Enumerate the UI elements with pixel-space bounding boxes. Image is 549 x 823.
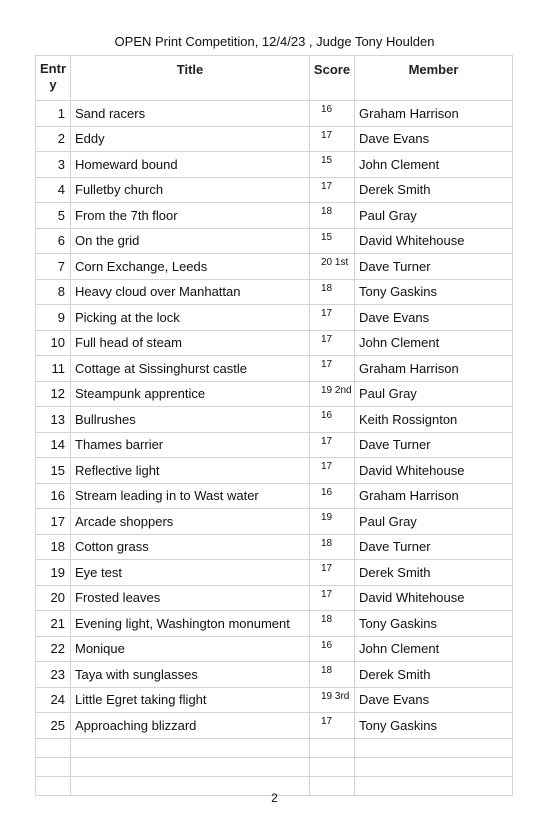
- score-cell: 17: [310, 560, 355, 586]
- entry-cell: 23: [36, 662, 71, 688]
- member-cell: John Clement: [355, 636, 513, 662]
- score-cell: 16: [310, 101, 355, 127]
- header-member: Member: [355, 56, 513, 101]
- title-cell: Monique: [71, 636, 310, 662]
- title-cell: From the 7th floor: [71, 203, 310, 229]
- empty-cell: [71, 757, 310, 776]
- table-row: [36, 330, 513, 356]
- score-cell: 18: [310, 279, 355, 305]
- table-row: [36, 177, 513, 203]
- entry-cell: 2: [36, 126, 71, 152]
- title-cell: Little Egret taking flight: [71, 687, 310, 713]
- member-cell: Dave Turner: [355, 534, 513, 560]
- score-cell: 18: [310, 203, 355, 229]
- empty-cell: [71, 738, 310, 757]
- member-cell: Dave Evans: [355, 126, 513, 152]
- score-cell: 18: [310, 611, 355, 637]
- member-cell: Keith Rossignton: [355, 407, 513, 433]
- member-cell: Paul Gray: [355, 381, 513, 407]
- title-cell: Arcade shoppers: [71, 509, 310, 535]
- table-row: [36, 228, 513, 254]
- member-cell: Dave Turner: [355, 254, 513, 280]
- member-cell: Tony Gaskins: [355, 713, 513, 739]
- member-cell: Graham Harrison: [355, 356, 513, 382]
- table-row: [36, 152, 513, 178]
- document-title: OPEN Print Competition, 12/4/23 , Judge Tony Houlden: [114, 34, 435, 49]
- header-score: Score: [310, 56, 355, 101]
- member-cell: Graham Harrison: [355, 101, 513, 127]
- title-cell: Steampunk apprentice: [71, 381, 310, 407]
- title-cell: Picking at the lock: [71, 305, 310, 331]
- empty-cell: [310, 757, 355, 776]
- table-row: [36, 126, 513, 152]
- entry-cell: 18: [36, 534, 71, 560]
- entry-cell: 11: [36, 356, 71, 382]
- table-row: [36, 687, 513, 713]
- score-cell: 16: [310, 636, 355, 662]
- title-cell: Bullrushes: [71, 407, 310, 433]
- score-cell: 16: [310, 483, 355, 509]
- entry-cell: 13: [36, 407, 71, 433]
- empty-cell: [36, 757, 71, 776]
- entry-cell: 22: [36, 636, 71, 662]
- title-cell: Fulletby church: [71, 177, 310, 203]
- entry-cell: 14: [36, 432, 71, 458]
- empty-cell: [310, 738, 355, 757]
- member-cell: Derek Smith: [355, 177, 513, 203]
- title-cell: On the grid: [71, 228, 310, 254]
- entry-cell: 25: [36, 713, 71, 739]
- table-row: [36, 254, 513, 280]
- score-cell: 18: [310, 662, 355, 688]
- member-cell: David Whitehouse: [355, 585, 513, 611]
- header-title: Title: [71, 56, 310, 101]
- entry-cell: 3: [36, 152, 71, 178]
- empty-cell: [36, 738, 71, 757]
- member-cell: Graham Harrison: [355, 483, 513, 509]
- entry-cell: 8: [36, 279, 71, 305]
- entry-cell: 10: [36, 330, 71, 356]
- table-row: [36, 407, 513, 433]
- title-cell: Eddy: [71, 126, 310, 152]
- score-cell: 17: [310, 432, 355, 458]
- table-row: [36, 611, 513, 637]
- score-cell: 18: [310, 534, 355, 560]
- table-row: [36, 585, 513, 611]
- table-row: [36, 483, 513, 509]
- entry-cell: 17: [36, 509, 71, 535]
- title-cell: Homeward bound: [71, 152, 310, 178]
- score-cell: 19 2nd: [310, 381, 355, 407]
- entry-cell: 15: [36, 458, 71, 484]
- entry-cell: 4: [36, 177, 71, 203]
- member-cell: Tony Gaskins: [355, 279, 513, 305]
- title-cell: Sand racers: [71, 101, 310, 127]
- score-cell: 19 3rd: [310, 687, 355, 713]
- title-cell: Cotton grass: [71, 534, 310, 560]
- table-row: [36, 203, 513, 229]
- table-row: [36, 305, 513, 331]
- member-cell: Paul Gray: [355, 509, 513, 535]
- table-row: [36, 356, 513, 382]
- score-cell: 17: [310, 356, 355, 382]
- title-cell: Thames barrier: [71, 432, 310, 458]
- entry-cell: 12: [36, 381, 71, 407]
- title-cell: Reflective light: [71, 458, 310, 484]
- member-cell: John Clement: [355, 330, 513, 356]
- member-cell: Tony Gaskins: [355, 611, 513, 637]
- score-cell: 19: [310, 509, 355, 535]
- member-cell: David Whitehouse: [355, 458, 513, 484]
- results-table: [35, 55, 513, 796]
- table-row: [36, 713, 513, 739]
- title-cell: Approaching blizzard: [71, 713, 310, 739]
- score-cell: 17: [310, 305, 355, 331]
- member-cell: Paul Gray: [355, 203, 513, 229]
- title-cell: Frosted leaves: [71, 585, 310, 611]
- table-row: [36, 662, 513, 688]
- member-cell: Dave Turner: [355, 432, 513, 458]
- title-cell: Cottage at Sissinghurst castle: [71, 356, 310, 382]
- score-cell: 20 1st: [310, 254, 355, 280]
- title-cell: Corn Exchange, Leeds: [71, 254, 310, 280]
- title-cell: Evening light, Washington monument: [71, 611, 310, 637]
- score-cell: 15: [310, 228, 355, 254]
- entry-cell: 19: [36, 560, 71, 586]
- entry-cell: 24: [36, 687, 71, 713]
- header-row: [36, 56, 513, 101]
- title-cell: Eye test: [71, 560, 310, 586]
- member-cell: Derek Smith: [355, 560, 513, 586]
- table-row: [36, 560, 513, 586]
- table-row: [36, 101, 513, 127]
- score-cell: 17: [310, 330, 355, 356]
- score-cell: 17: [310, 458, 355, 484]
- entry-cell: 5: [36, 203, 71, 229]
- entry-cell: 1: [36, 101, 71, 127]
- header-entry: Entry: [36, 56, 71, 101]
- title-cell: Full head of steam: [71, 330, 310, 356]
- entry-cell: 21: [36, 611, 71, 637]
- score-cell: 17: [310, 585, 355, 611]
- empty-cell: [355, 738, 513, 757]
- member-cell: Dave Evans: [355, 305, 513, 331]
- entry-cell: 16: [36, 483, 71, 509]
- entry-cell: 7: [36, 254, 71, 280]
- member-cell: David Whitehouse: [355, 228, 513, 254]
- score-cell: 17: [310, 126, 355, 152]
- table-row: [36, 279, 513, 305]
- empty-row: [36, 738, 513, 757]
- table-row: [36, 636, 513, 662]
- table-row: [36, 534, 513, 560]
- entry-cell: 9: [36, 305, 71, 331]
- empty-cell: [355, 757, 513, 776]
- table-body: [36, 101, 513, 796]
- member-cell: John Clement: [355, 152, 513, 178]
- entry-cell: 6: [36, 228, 71, 254]
- page-number: 2: [271, 791, 278, 805]
- title-cell: Stream leading in to Wast water: [71, 483, 310, 509]
- score-cell: 16: [310, 407, 355, 433]
- entry-cell: 20: [36, 585, 71, 611]
- table-row: [36, 458, 513, 484]
- title-cell: Taya with sunglasses: [71, 662, 310, 688]
- title-cell: Heavy cloud over Manhattan: [71, 279, 310, 305]
- member-cell: Dave Evans: [355, 687, 513, 713]
- table-row: [36, 381, 513, 407]
- score-cell: 17: [310, 177, 355, 203]
- table-row: [36, 509, 513, 535]
- member-cell: Derek Smith: [355, 662, 513, 688]
- score-cell: 15: [310, 152, 355, 178]
- table-row: [36, 432, 513, 458]
- score-cell: 17: [310, 713, 355, 739]
- empty-row: [36, 757, 513, 776]
